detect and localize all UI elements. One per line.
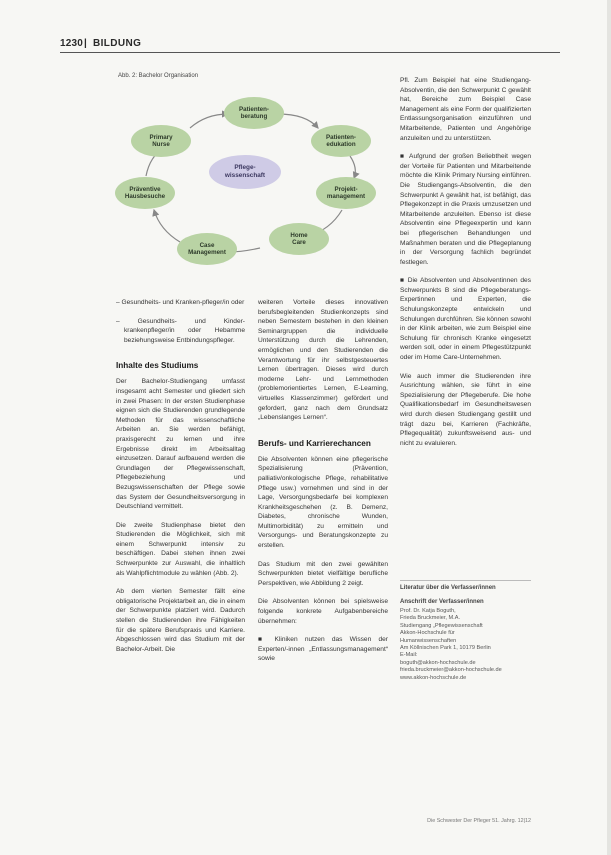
paragraph: Die zweite Studienphase bietet den Studierenden die Möglichkeit, sich mit einem Schwerpunkt intensiv zu beschäftigen. Dabei stehen ihnen zwei Schwerpunkte zur Auswahl, die inhaltlich als Wahlpflichtmodule zu wählen (Abb. 2). [116,521,245,577]
paragraph: ■ Aufgrund der großen Beliebtheit wegen der Vorteile für Patienten und Mitarbeitende möchte die Klinik Primary Nursing einführen. Die Studiengangs-Absolventin, die den Schwerpunkt A gewählt hat, ist befähigt, das Pflegekonzept in die Praxis umzusetzen und Mitarbeitende anzuleiten. Ebenso ist diese Absolventin eine Pflegeexpertin und kann bei pflegerischen Behandlungen und Maßnahmen beraten und die Pflegeplanung in der Versorgung fachlich begründet festlegen. [400,153,531,266]
node-label: Primary Nurse [149,133,173,148]
info-line: frieda.bruckmeier@akkon-hochschule.de [400,667,502,674]
column-1 [116,298,245,663]
heading-inhalte: Inhalte des Studiums [116,361,199,371]
page-edge [607,0,611,855]
section-title: BILDUNG [93,38,142,49]
info-line: Akkon-Hochschule für [400,630,455,637]
paragraph: Wie auch immer die Studierenden ihre Ausrichtung wählen, sie führt in eine Spezialisierung der Pflegeberufe. Die hohe Qualifikationsbedarf im Gesundheitswesen wird durch diesen Studiengang gestillt und trägt dazu bei, Karrieren (Fachkräfte, Pflegequalität) zukunftsweisend aus- und nicht zu evaluieren. [400,372,531,447]
header-rule [60,52,560,53]
paragraph: Der Bachelor-Studiengang umfasst insgesamt acht Semester und gliedert sich in zwei Phasen: In der ersten Studienphase eignen sich die Studierenden grundlegende Methoden für das wissenschaftliche Arbeiten an. Sie werden befähigt, praxisgerecht zu lernen und ihre Ergebnisse direkt im Arbeitsalltag einzusetzen. Darauf aufbauend werden die Grundlagen der Pflegewissenschaft, Pflegebeziehung und Bezugswissenschaften der Pflege sowie das System der Gesundheitsversorgung in Deutschland vermittelt. [116,378,245,511]
paragraph: ■ Kliniken nutzen das Wissen der Experten/-innen „Entlassungsmanagement“ sowie [258,636,388,663]
arrow-2 [350,156,355,178]
center-label: Pflege- wissenschaft [224,164,266,179]
author-infobox [400,580,531,682]
running-header [60,38,560,52]
paragraph: weiteren Vorteile dieses innovativen berufsbegleitenden Studienkonzepts sind neben Semestern bestehen in den kleinen Seminargruppen die individuelle Unterstützung durch die Lehrenden, ermöglichen und den Studierenden die Verantwortung für ihr selbstgesteuertes Lernen übertragen. Dieses wird durch moderne Lehr- und Lernmethoden (problemorientiertes Lernen, E-Learning, virtuelles Klassenzimmer) gefördert und gefordert, ganz nach dem Grundsatz „Lebenslanges Lernen“. [258,299,388,422]
paragraph: Die Absolventen können eine pflegerische Spezialisierung (Prävention, palliativ/onkologische Pflege, rehabilitative Pflege usw.) vornehmen und sind in der Lage, Versorgungsbedarfe bei komplexen Krankheitsgeschehen (z. B. Demenz, Diabetes, chronische Wunden, Multimorbidität) zu ermitteln und Versorgungs- und Beratungskonzepte zu erstellen. [258,455,388,550]
infobox-subtitle: Anschrift der Verfasser/innen [400,599,484,605]
node-label: Home Care [290,231,308,246]
heading-karriere: Berufs- und Karrierechancen [258,438,371,448]
info-line: Studiengang „Pflegewissenschaft [400,622,483,629]
page-footer: Die Schwester Der Pfleger 51. Jahrg. 12|12 [427,818,531,824]
infobox-title: Literatur über die Verfasser/innen [400,580,531,591]
info-line: E-Mail: [400,652,418,659]
paragraph: Die Absolventen können bei spielsweise folgende konkrete Aufgabenbereiche übernehmen: [258,598,388,625]
header-separator: | [84,38,87,49]
column-3 [400,76,531,457]
info-line: Prof. Dr. Katja Boguth, [400,608,456,614]
bullet-item: – Gesundheits- und Kranken-pfleger/in oder [116,299,245,306]
column-2 [258,298,388,673]
node-label: Projekt- management [326,185,366,200]
paragraph: ■ Die Absolventen und Absolventinnen des Schwerpunkts B sind die Pflegeberatungs-Expertinnen und Experten, die Schulungskonzepte entwickeln und Schulungen durchführen. Sie können sowohl in der Klinik arbeiten, wie zum Beispiel eine Schulung für chronisch Kranke eingesetzt werden soll, oder in einem Pflegestützpunkt oder im Home Care-Unternehmen. [400,277,531,362]
figure-caption: Abb. 2: Bachelor Organisation [118,73,199,79]
node-label: Case Management [188,241,226,256]
paragraph: Ab dem vierten Semester fällt eine obligatorische Projektarbeit an, die in einem der Schwerpunkte platziert wird. Dadurch stellen die Studierenden ihre Fähigkeiten für die spätere Berufspraxis und Karriere. Abgeschlossen wird das Studium mit der Bachelor-Arbeit. Die [116,588,245,653]
paragraph: Pfl. Zum Beispiel hat eine Studiengang-Absolventin, die den Schwerpunkt C gewählt hat, Bereiche zum Beispiel Case Management als eine Form der qualifizierten Entlassungsorganisation einzuführen und Mitarbeitende, Patienten und Angehörige anzuleiten und zu unterstützen. [400,77,531,142]
bullet-item: – Gesundheits- und Kinder-krankenpfleger/in oder Hebamme beziehungsweise Entbindungspfleger. [116,317,245,344]
node-label: Patienten- edukation [326,133,356,148]
info-line: Frieda Bruckmeier, M.A. [400,615,460,622]
page-number: 1230 [60,38,84,49]
node-label: Präventive Hausbesuche [124,185,166,200]
paragraph: Das Studium mit den zwei gewählten Schwerpunkten bietet vielfältige berufliche Perspektiven, wie Abbildung 2 zeigt. [258,560,388,587]
info-line: Humanwissenschaften [400,637,457,644]
info-line: www.akkon-hochschule.de [400,674,467,681]
figure-diagram [110,92,380,294]
info-line: Am Köllnischen Park 1, 10179 Berlin [400,645,491,652]
info-line: boguth@akkon-hochschule.de [400,659,476,666]
node-label: Patienten- beratung [239,105,269,120]
